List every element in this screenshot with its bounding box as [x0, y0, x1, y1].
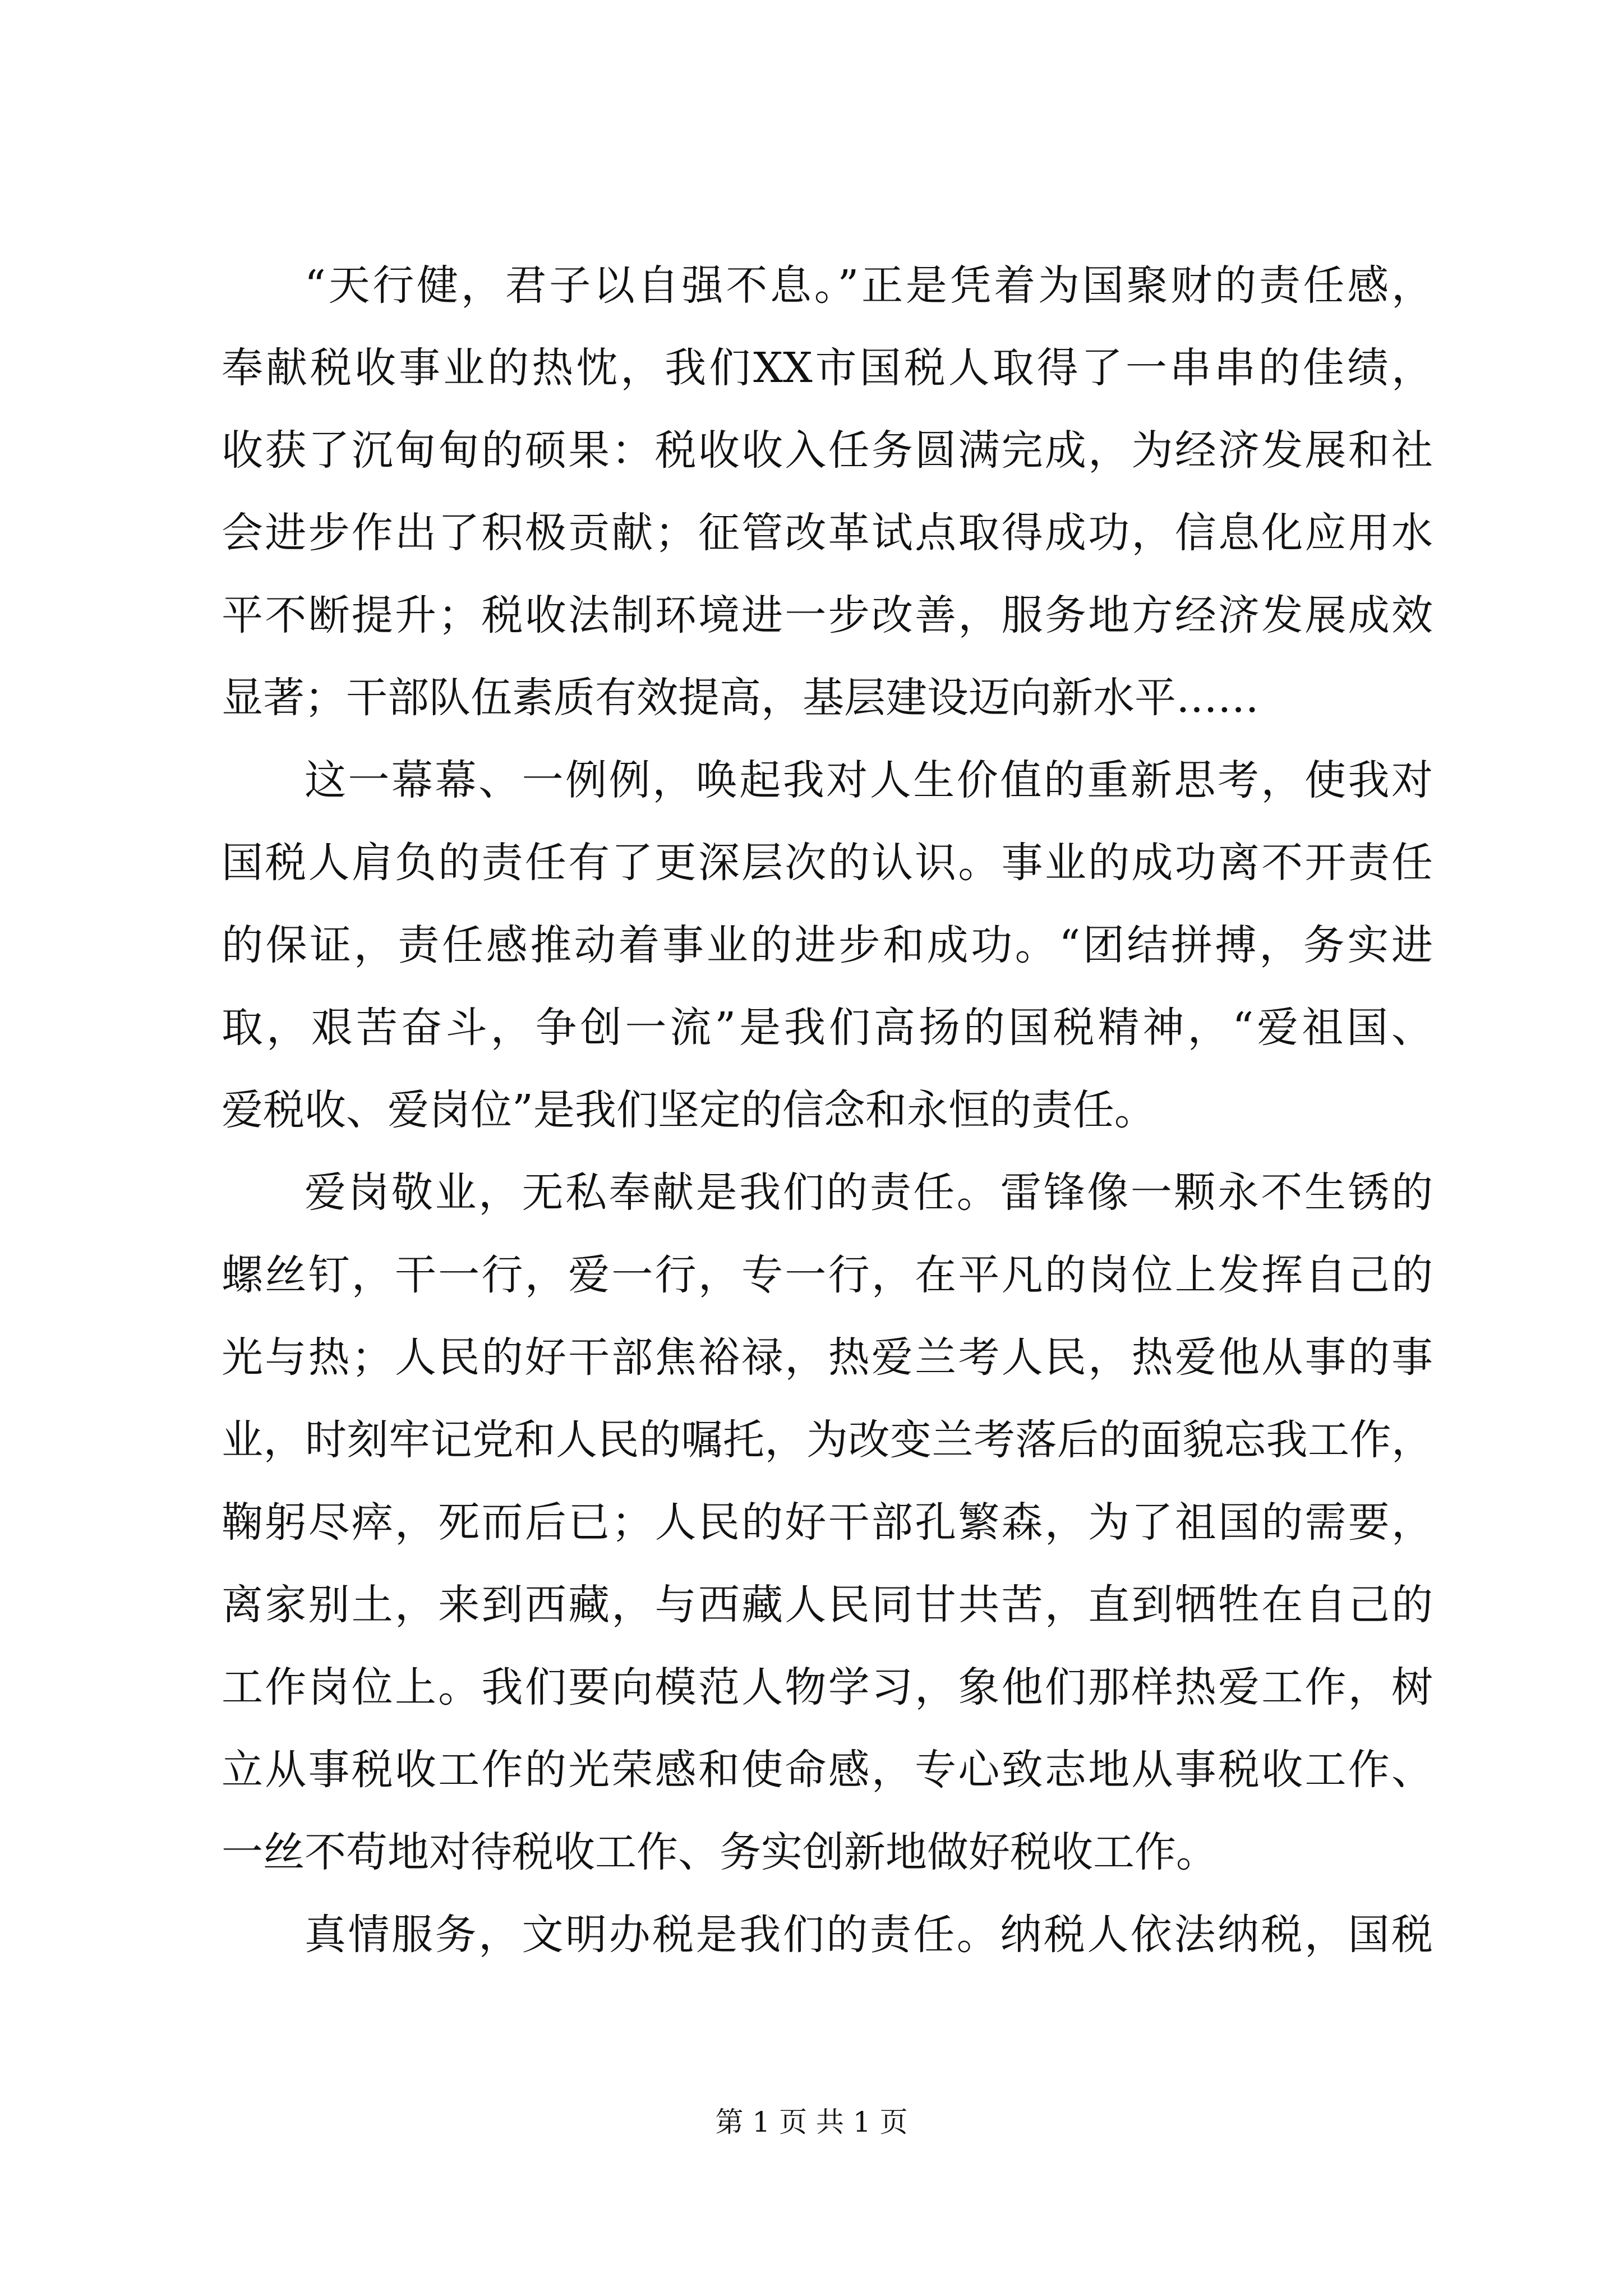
- document-body: [222, 245, 1433, 1976]
- text-line: 工作岗位上。我们要向模范人物学习，象他们那样热爱工作，树: [222, 1663, 1433, 1711]
- text-line: 真情服务，文明办税是我们的责任。纳税人依法纳税，国税: [305, 1911, 1433, 1959]
- text-line: 奉献税收事业的热忱，我们XX市国税人取得了一串串的佳绩，: [222, 344, 1433, 392]
- text-line: 螺丝钉，干一行，爱一行，专一行，在平凡的岗位上发挥自己的: [222, 1251, 1433, 1299]
- text-line: 显著；干部队伍素质有效提高，基层建设迈向新水平……: [222, 674, 1259, 722]
- text-line: 立从事税收工作的光荣感和使命感，专心致志地从事税收工作、: [222, 1746, 1433, 1794]
- paragraph: [222, 1152, 1433, 1894]
- paragraph: [222, 245, 1433, 739]
- text-line: 鞠躬尽瘁，死而后已；人民的好干部孔繁森，为了祖国的需要，: [222, 1498, 1433, 1547]
- text-line: 的保证，责任感推动着事业的进步和成功。“团结拼搏，务实进: [222, 921, 1433, 969]
- text-line: 离家别土，来到西藏，与西藏人民同甘共苦，直到牺牲在自己的: [222, 1581, 1433, 1629]
- page-footer: 第 1 页 共 1 页: [715, 2106, 908, 2138]
- text-line: 一丝不苟地对待税收工作、务实创新地做好税收工作。: [222, 1828, 1218, 1876]
- text-line: 收获了沉甸甸的硕果：税收收入任务圆满完成，为经济发展和社: [222, 426, 1433, 475]
- text-line: 国税人肩负的责任有了更深层次的认识。事业的成功离不开责任: [222, 839, 1433, 887]
- text-line: 会进步作出了积极贡献；征管改革试点取得成功，信息化应用水: [222, 509, 1433, 557]
- text-line: 业，时刻牢记党和人民的嘱托，为改变兰考落后的面貌忘我工作，: [222, 1416, 1433, 1464]
- text-line: 这一幕幕、一例例，唤起我对人生价值的重新思考，使我对: [305, 756, 1433, 804]
- paragraph: [222, 1894, 1433, 1976]
- text-line: 平不断提升；税收法制环境进一步改善，服务地方经济发展成效: [222, 591, 1433, 639]
- paragraph: [222, 739, 1433, 1152]
- text-line: “天行健，君子以自强不息。”正是凭着为国聚财的责任感，: [305, 261, 1433, 310]
- text-line: 爱岗敬业，无私奉献是我们的责任。雷锋像一颗永不生锈的: [305, 1168, 1433, 1217]
- text-line: 爱税收、爱岗位”是我们坚定的信念和永恒的责任。: [222, 1086, 1156, 1134]
- text-line: 取，艰苦奋斗，争创一流”是我们高扬的国税精神，“爱祖国、: [222, 1004, 1433, 1052]
- text-line: 光与热；人民的好干部焦裕禄，热爱兰考人民，热爱他从事的事: [222, 1333, 1433, 1382]
